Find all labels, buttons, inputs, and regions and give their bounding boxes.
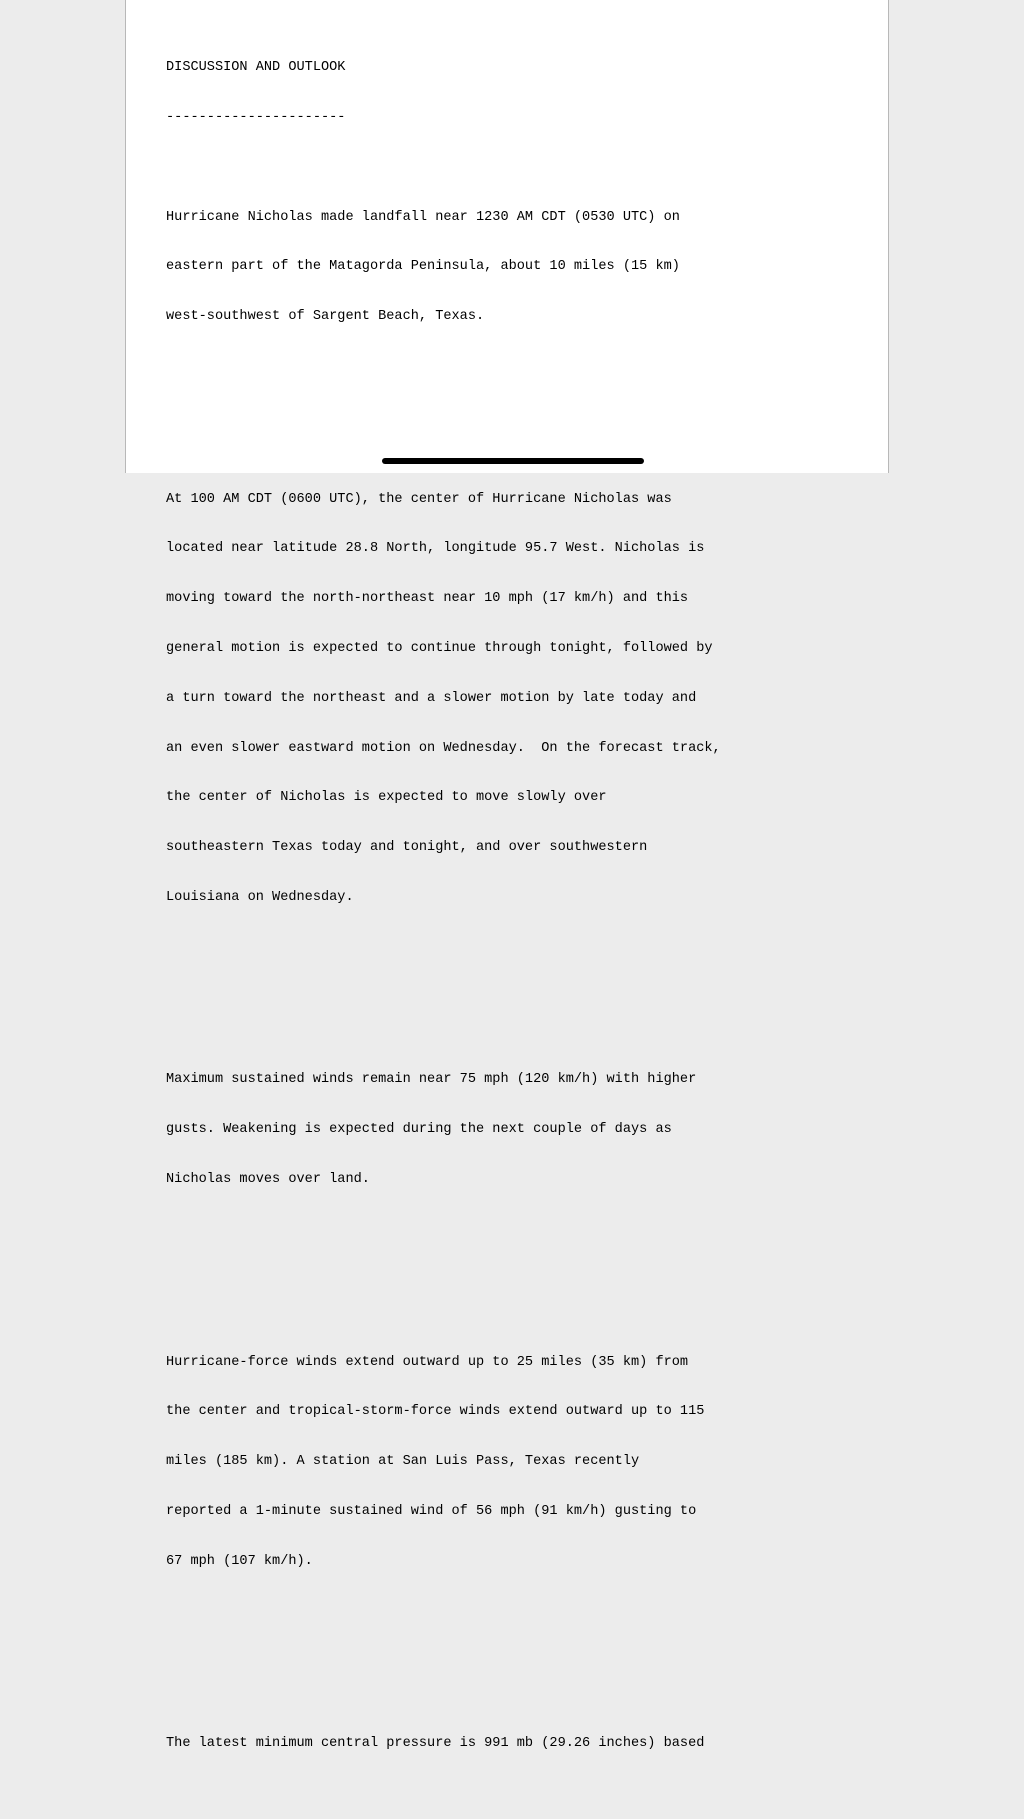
paragraph-position-motion [166,458,881,939]
text-line: Maximum sustained winds remain near 75 mph (120 km/h) with higher [166,1072,697,1088]
text-line: southeastern Texas today and tonight, and over southwestern [166,840,648,856]
paragraph-winds [166,1039,881,1222]
text-line: the center and tropical-storm-force winds extend outward up to 115 [166,1404,705,1420]
text-line: Hurricane-force winds extend outward up to 25 miles (35 km) from [166,1354,689,1370]
text-line: general motion is expected to continue through tonight, followed by [166,640,713,656]
redaction-mark [382,458,644,464]
text-line: a turn toward the northeast and a slower motion by late today and [166,690,697,706]
text-line: an even slower eastward motion on Wednesday. On the forecast track, [166,740,721,756]
text-line: Nicholas moves over land. [166,1171,370,1187]
text-line: 67 mph (107 km/h). [166,1553,313,1569]
text-line: located near latitude 28.8 North, longitude 95.7 West. Nicholas is [166,541,705,557]
paragraph-landfall [166,176,881,359]
text-line: The latest minimum central pressure is 991 mb (29.26 inches) based [166,1736,705,1752]
text-line: gusts. Weakening is expected during the next couple of days as [166,1122,672,1138]
text-line: eastern part of the Matagorda Peninsula, about 10 miles (15 km) [166,259,680,275]
paragraph-spacer [166,973,881,990]
paragraph-wind-extent [166,1321,881,1603]
document-page [125,0,889,1752]
text-line: Hurricane Nicholas made landfall near 1230 AM CDT (0530 UTC) on [166,209,680,225]
section-heading: DISCUSSION AND OUTLOOK [166,60,346,76]
text-line: west-southwest of Sargent Beach, Texas. [166,309,485,325]
text-line: At 100 AM CDT (0600 UTC), the center of Hurricane Nicholas was [166,491,672,507]
text-line: Louisiana on Wednesday. [166,889,354,905]
text-line: moving toward the north-northeast near 10 mph (17 km/h) and this [166,591,689,607]
paragraph-spacer [166,1637,881,1654]
advisory-text [166,27,881,1819]
text-line: the center of Nicholas is expected to move slowly over [166,790,607,806]
text-line: reported a 1-minute sustained wind of 56 mph (91 km/h) gusting to [166,1503,697,1519]
heading-rule: ---------------------- [166,109,346,125]
paragraph-spacer [166,1255,881,1272]
text-line: miles (185 km). A station at San Luis Pass, Texas recently [166,1454,640,1470]
paragraph-pressure [166,1703,881,1786]
paragraph-spacer [166,392,881,409]
